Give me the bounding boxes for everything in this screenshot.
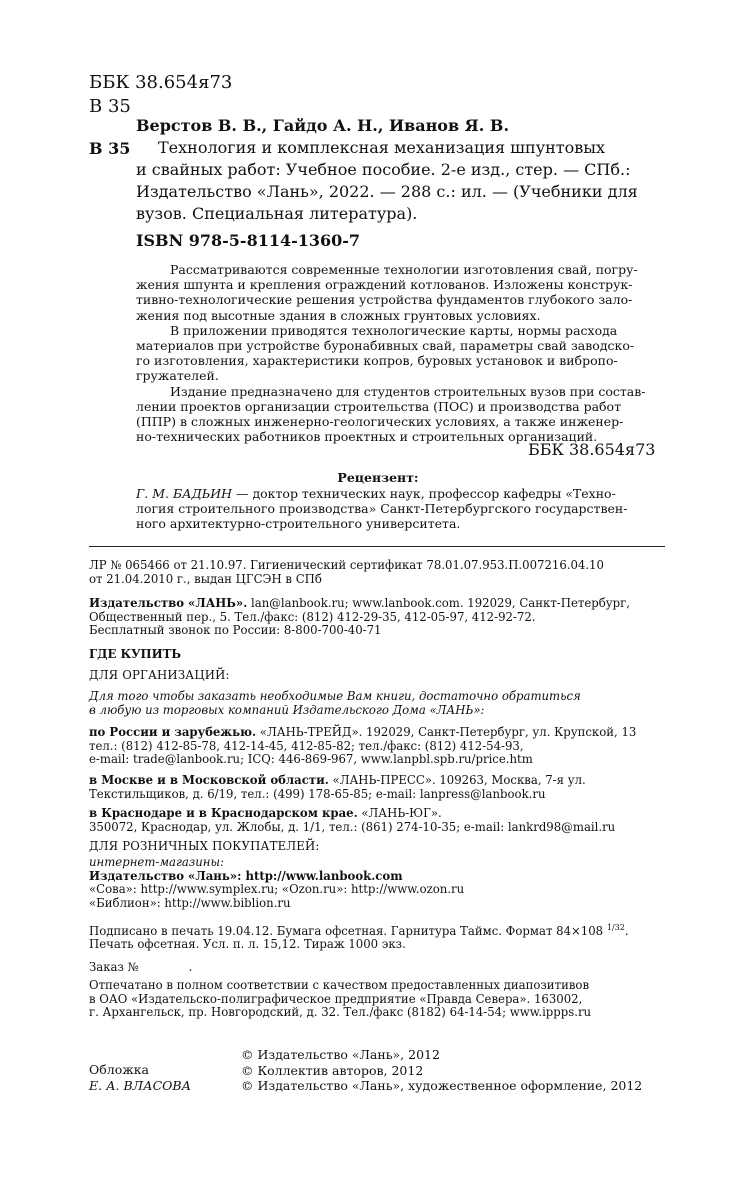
distributor-russia [89, 726, 665, 767]
abstract-line: Рассматриваются современные технологии изготовления свай, погру- [170, 262, 638, 277]
cover-credit [89, 1062, 191, 1093]
org-heading: ДЛЯ ОРГАНИЗАЦИЙ: [89, 668, 230, 682]
title-line: вузов. Специальная литература). [136, 204, 418, 223]
abstract-line: жения под высотные здания в сложных грунтовых условиях. [136, 307, 541, 323]
copyright-line: © Коллектив авторов, 2012 [241, 1062, 424, 1078]
printing-line: в ОАО «Издательско-полиграфическое предприятие «Правда Севера». 163002, [89, 991, 583, 1006]
org-intro [89, 690, 665, 717]
distributor-line: e-mail: trade@lanbook.ru; ICQ: 446-869-967, www.lanpbl.spb.ru/price.htm [89, 752, 533, 767]
copyright-line: © Издательство «Лань», художественное оформление, 2012 [241, 1078, 643, 1093]
reviewer-line [136, 486, 668, 501]
online-store-sova-ozon: «Сова»: http://www.symplex.ru; «Ozon.ru»: http://www.ozon.ru [89, 882, 465, 897]
printing-line: Отпечатано в полном соответствии с качеством предоставленных диапозитивов [89, 978, 590, 992]
copyright-line: © Издательство «Лань», 2012 [241, 1047, 440, 1062]
publisher-line: Общественный пер., 5. Тел./факс: (812) 412-29-35, 412-05-97, 412-92-72. [89, 609, 536, 624]
printing-line: г. Архангельск, пр. Новгородский, д. 32. Тел./факс (8182) 64-14-54; www.ippps.ru [89, 1005, 592, 1020]
online-stores-label: интернет-магазины: [89, 855, 224, 869]
distributor-label: в Москве и в Московской области. [89, 773, 329, 787]
reviewer-text [136, 486, 668, 532]
reviewer-line-rest: — доктор технических наук, профессор кафедры «Техно- [232, 486, 616, 501]
distributor-label: в Краснодаре и в Краснодарском крае. [89, 806, 358, 820]
publisher-line: Бесплатный звонок по России: 8-800-700-40-71 [89, 623, 382, 638]
publisher-info [89, 597, 665, 638]
abstract-line: Издание предназначено для студентов строительных вузов при состав- [170, 383, 646, 399]
printing-house [89, 979, 665, 1020]
license-line: от 21.04.2010 г., выдан ЦГСЭН в СПб [89, 571, 322, 586]
print-line [89, 921, 665, 938]
bbk-bottom: ББК 38.654я73 [528, 440, 656, 459]
copyright-block [241, 1047, 642, 1094]
online-stores [89, 856, 665, 910]
order-dot: . [188, 960, 193, 974]
org-intro-line: Для того чтобы заказать необходимые Вам книги, достаточно обратиться [89, 689, 581, 703]
reviewer-line: ного архитектурно-строительного университета. [136, 516, 461, 532]
where-to-buy-heading: ГДЕ КУПИТЬ [89, 647, 181, 661]
title-line: Издательство «Лань», 2022. — 288 с.: ил. — (Учебники для [136, 182, 638, 201]
distributor-address: «ЛАНЬ-ЮГ». [357, 806, 442, 820]
distributor-label: по России и зарубежью. [89, 725, 257, 739]
distributor-line: 350072, Краснодар, ул. Жлобы, д. 1/1, тел.: (861) 274-10-35; e-mail: lankrd98@mail.ru [89, 819, 616, 834]
abstract-line: лении проектов организации строительства (ПОС) и производства работ [136, 398, 621, 414]
retail-heading: ДЛЯ РОЗНИЧНЫХ ПОКУПАТЕЛЕЙ: [89, 839, 320, 853]
abstract-line: гружателей. [136, 368, 219, 384]
distributor-line [89, 726, 665, 740]
bbk-top [89, 71, 232, 119]
reviewer-name: Г. М. БАДЬИН [136, 486, 233, 501]
org-intro-line: в любую из торговых компаний Издательского Дома «ЛАНЬ»: [89, 702, 485, 717]
distributor-moscow [89, 774, 665, 801]
publisher-line [89, 597, 665, 611]
author-mark: В 35 [89, 96, 131, 117]
abstract-line: но-технических работников проектных и строительных организаций. [136, 429, 598, 445]
online-store-lan: Издательство «Лань»: http://www.lanbook.com [89, 868, 403, 883]
print-format-end: . [624, 923, 629, 938]
cover-label: Обложка [89, 1062, 150, 1077]
divider [89, 546, 665, 547]
distributor-line: Текстильщиков, д. 6/19, тел.: (499) 178-65-85; e-mail: lanpress@lanbook.ru [89, 786, 546, 801]
distributor-line [89, 774, 665, 788]
reviewer-heading: Рецензент: [337, 470, 419, 485]
distributor-address: «ЛАНЬ-ТРЕЙД». 192029, Санкт-Петербург, ул. Крупской, 13 [256, 725, 637, 739]
reviewer-line: логия строительного производства» Санкт-Петербургского государствен- [136, 501, 628, 517]
title-line: и свайных работ: Учебное пособие. 2-е изд., стер. — СПб.: [136, 160, 631, 179]
print-format-fraction: 1/32 [606, 923, 625, 932]
abstract-line: тивно-технологические решения устройства фундаментов глубокого зало- [136, 292, 633, 308]
cover-artist: Е. А. ВЛАСОВА [89, 1077, 192, 1093]
abstract-line: (ППР) в сложных инженерно-геологических условиях, а также инженер- [136, 414, 624, 430]
order-number [89, 961, 665, 975]
isbn: ISBN 978-5-8114-1360-7 [136, 231, 361, 250]
abstract-line: го изготовления, характеристики копров, буровых установок и вибропо- [136, 353, 618, 369]
distributor-line: тел.: (812) 412-85-78, 412-14-45, 412-85-82; тел./факс: (812) 412-54-93, [89, 738, 524, 753]
abstract-line: В приложении приводятся технологические карты, нормы расхода [170, 322, 618, 338]
abstract-line: материалов при устройстве буронабивных свай, параметры свай заводско- [136, 338, 635, 354]
book-title [136, 137, 668, 225]
distributor-address: «ЛАНЬ-ПРЕСС». 109263, Москва, 7-я ул. [328, 773, 586, 787]
license-line: ЛР № 065466 от 21.10.97. Гигиенический сертификат 78.01.07.953.П.007216.04.10 [89, 558, 604, 572]
license-info [89, 559, 665, 586]
distributor-krasnodar [89, 807, 665, 834]
print-line: Печать офсетная. Усл. п. л. 15,12. Тираж 1000 экз. [89, 937, 406, 952]
print-format: Подписано в печать 19.04.12. Бумага офсетная. Гарнитура Таймс. Формат 84×108 [89, 923, 607, 938]
author-mark-bold: В 35 [89, 139, 131, 158]
abstract-line: жения шпунта и крепления ограждений котлованов. Изложены конструк- [136, 277, 633, 293]
publisher-name: Издательство «ЛАНЬ». [89, 596, 248, 610]
bbk-code: ББК 38.654я73 [89, 72, 233, 93]
publisher-contact: lan@lanbook.ru; www.lanbook.com. 192029, Санкт-Петербург, [247, 596, 630, 610]
print-details [89, 921, 665, 952]
order-label: Заказ № [89, 960, 139, 974]
abstract [136, 262, 668, 444]
online-store-biblion: «Библион»: http://www.biblion.ru [89, 895, 291, 910]
distributor-line [89, 807, 665, 821]
authors: Верстов В. В., Гайдо А. Н., Иванов Я. В. [136, 116, 510, 135]
title-line: Технология и комплексная механизация шпунтовых [158, 138, 606, 157]
